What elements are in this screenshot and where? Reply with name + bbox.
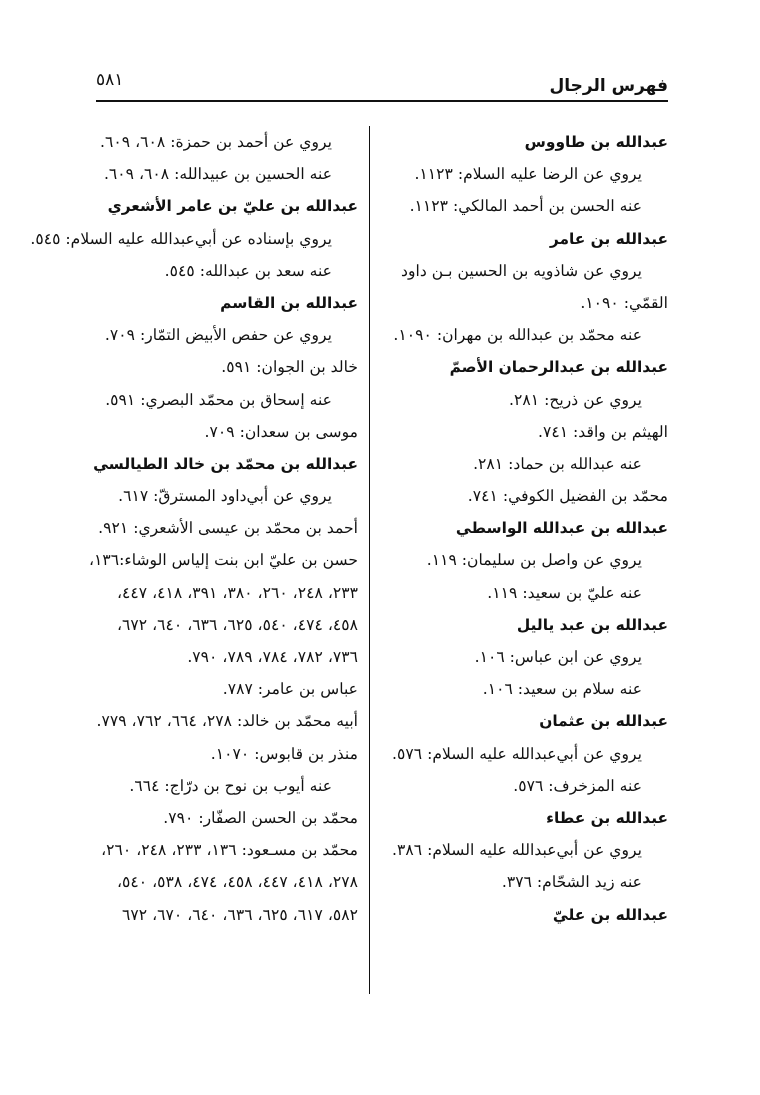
- entry-heading: عبدالله بن عبد ياليل: [516, 615, 668, 634]
- entry-line: يروي عن حفص الأبيض التمّار: ٧٠٩.: [104, 326, 332, 345]
- right-column: [386, 126, 668, 931]
- entry-heading: عبدالله بن عليّ بن عامر الأشعري: [107, 197, 358, 216]
- entry-line: يروي عن أبي‌داود المسترقّ: ٦١٧.: [118, 487, 332, 506]
- entry-line: عنه سعد بن عبدالله: ٥٤٥.: [164, 261, 332, 280]
- entry-line: ٤٥٨، ٤٧٤، ٥٤٠، ٦٢٥، ٦٣٦، ٦٤٠، ٦٧٢،: [116, 615, 358, 634]
- entry-line: عنه أيوب بن نوح بن درّاج: ٦٦٤.: [129, 776, 332, 795]
- entry-line: ٢٧٨، ٤١٨، ٤٤٧، ٤٥٨، ٤٧٤، ٥٣٨، ٥٤٠،: [116, 873, 358, 892]
- entry-line: عنه الحسين بن عبيدالله: ٦٠٨، ٦٠٩.: [103, 165, 332, 184]
- entry-line: موسى بن سعدان: ٧٠٩.: [204, 422, 358, 441]
- entry-line: ٧٣٦، ٧٨٢، ٧٨٤، ٧٨٩، ٧٩٠.: [187, 648, 358, 666]
- entry-line: منذر بن قابوس: ١٠٧٠.: [210, 744, 358, 763]
- entry-line: ٥٨٢، ٦١٧، ٦٢٥، ٦٣٦، ٦٤٠، ٦٧٠، ٦٧٢: [122, 905, 358, 924]
- entry-line: عنه عبدالله بن حماد: ٢٨١.: [473, 454, 642, 473]
- entry-line: أحمد بن محمّد بن عيسى الأشعري: ٩٢١.: [98, 519, 358, 538]
- entry-line: عنه سلام بن سعيد: ١٠٦.: [482, 680, 642, 699]
- entry-line: عنه محمّد بن عبدالله بن مهران: ١٠٩٠.: [393, 326, 642, 345]
- entry-heading: عبدالله بن عبدالرحمان الأصمّ: [449, 358, 668, 377]
- entry-line: محمّد بن الحسن الصفّار: ٧٩٠.: [163, 808, 358, 827]
- entry-line: عنه زيد الشحّام: ٣٧٦.: [501, 873, 642, 892]
- page-header: [96, 66, 668, 100]
- entry-line: حسن بن عليّ ابن بنت إلياس الوشاء:١٣٦،: [88, 551, 358, 570]
- entry-line: ٢٣٣، ٢٤٨، ٢٦٠، ٣٨٠، ٣٩١، ٤١٨، ٤٤٧،: [116, 583, 358, 602]
- entry-line: يروي عن أحمد بن حمزة: ٦٠٨، ٦٠٩.: [100, 133, 332, 151]
- entry-line: عنه عليّ بن سعيد: ١١٩.: [487, 583, 642, 602]
- running-title: فهرس الرجال: [549, 76, 668, 96]
- entry-heading: عبدالله بن عامر: [549, 229, 668, 248]
- page-number: ٥٨١: [96, 70, 124, 90]
- entry-heading: عبدالله بن القاسم: [220, 293, 358, 312]
- left-column: [30, 126, 358, 931]
- entry-heading: عبدالله بن عليّ: [552, 905, 668, 924]
- entry-line: يروي عن أبي‌عبدالله عليه السلام: ٣٨٦.: [392, 841, 642, 860]
- entry-line: عنه إسحاق بن محمّد البصري: ٥٩١.: [105, 390, 332, 409]
- entry-line: خالد بن الجوان: ٥٩١.: [221, 358, 358, 377]
- entry-line: محمّد بن الفضيل الكوفي: ٧٤١.: [467, 487, 668, 506]
- entry-line: يروي عن الرضا عليه السلام: ١١٢٣.: [414, 165, 642, 184]
- entry-line: يروي عن أبي‌عبدالله عليه السلام: ٥٧٦.: [392, 744, 642, 763]
- entry-line: عنه الحسن بن أحمد المالكي: ١١٢٣.: [409, 197, 642, 216]
- entry-line: أبيه محمّد بن خالد: ٢٧٨، ٦٦٤، ٧٦٢، ٧٧٩.: [96, 712, 358, 731]
- entry-line: يروي عن ابن عباس: ١٠٦.: [474, 648, 642, 666]
- entry-line: الهيثم بن واقد: ٧٤١.: [537, 422, 668, 441]
- column-divider: [369, 126, 370, 994]
- entry-heading: عبدالله بن عطاء: [546, 808, 668, 827]
- entry-line: يروي بإسناده عن أبي‌عبدالله عليه السلام: ٥٤٥.: [30, 229, 332, 248]
- entry-line: يروي عن واصل بن سليمان: ١١٩.: [426, 551, 642, 570]
- entry-line: يروي عن شاذويه بن الحسين بـن داود: [401, 261, 642, 280]
- entry-line: عباس بن عامر: ٧٨٧.: [222, 680, 358, 699]
- entry-line: يروي عن ذريح: ٢٨١.: [509, 390, 642, 409]
- entry-heading: عبدالله بن محمّد بن خالد الطيالسي: [93, 454, 358, 473]
- entry-heading: عبدالله بن عبدالله الواسطي: [455, 519, 668, 538]
- entry-line: محمّد بن مسـعود: ١٣٦، ٢٣٣، ٢٤٨، ٢٦٠،: [101, 841, 358, 860]
- entry-heading: عبدالله بن عثمان: [539, 712, 668, 731]
- entry-heading: عبدالله بن طاووس: [524, 133, 668, 151]
- entry-line: عنه المزخرف: ٥٧٦.: [513, 776, 642, 795]
- entry-line: القمّي: ١٠٩٠.: [580, 293, 668, 312]
- header-rule: [96, 100, 668, 102]
